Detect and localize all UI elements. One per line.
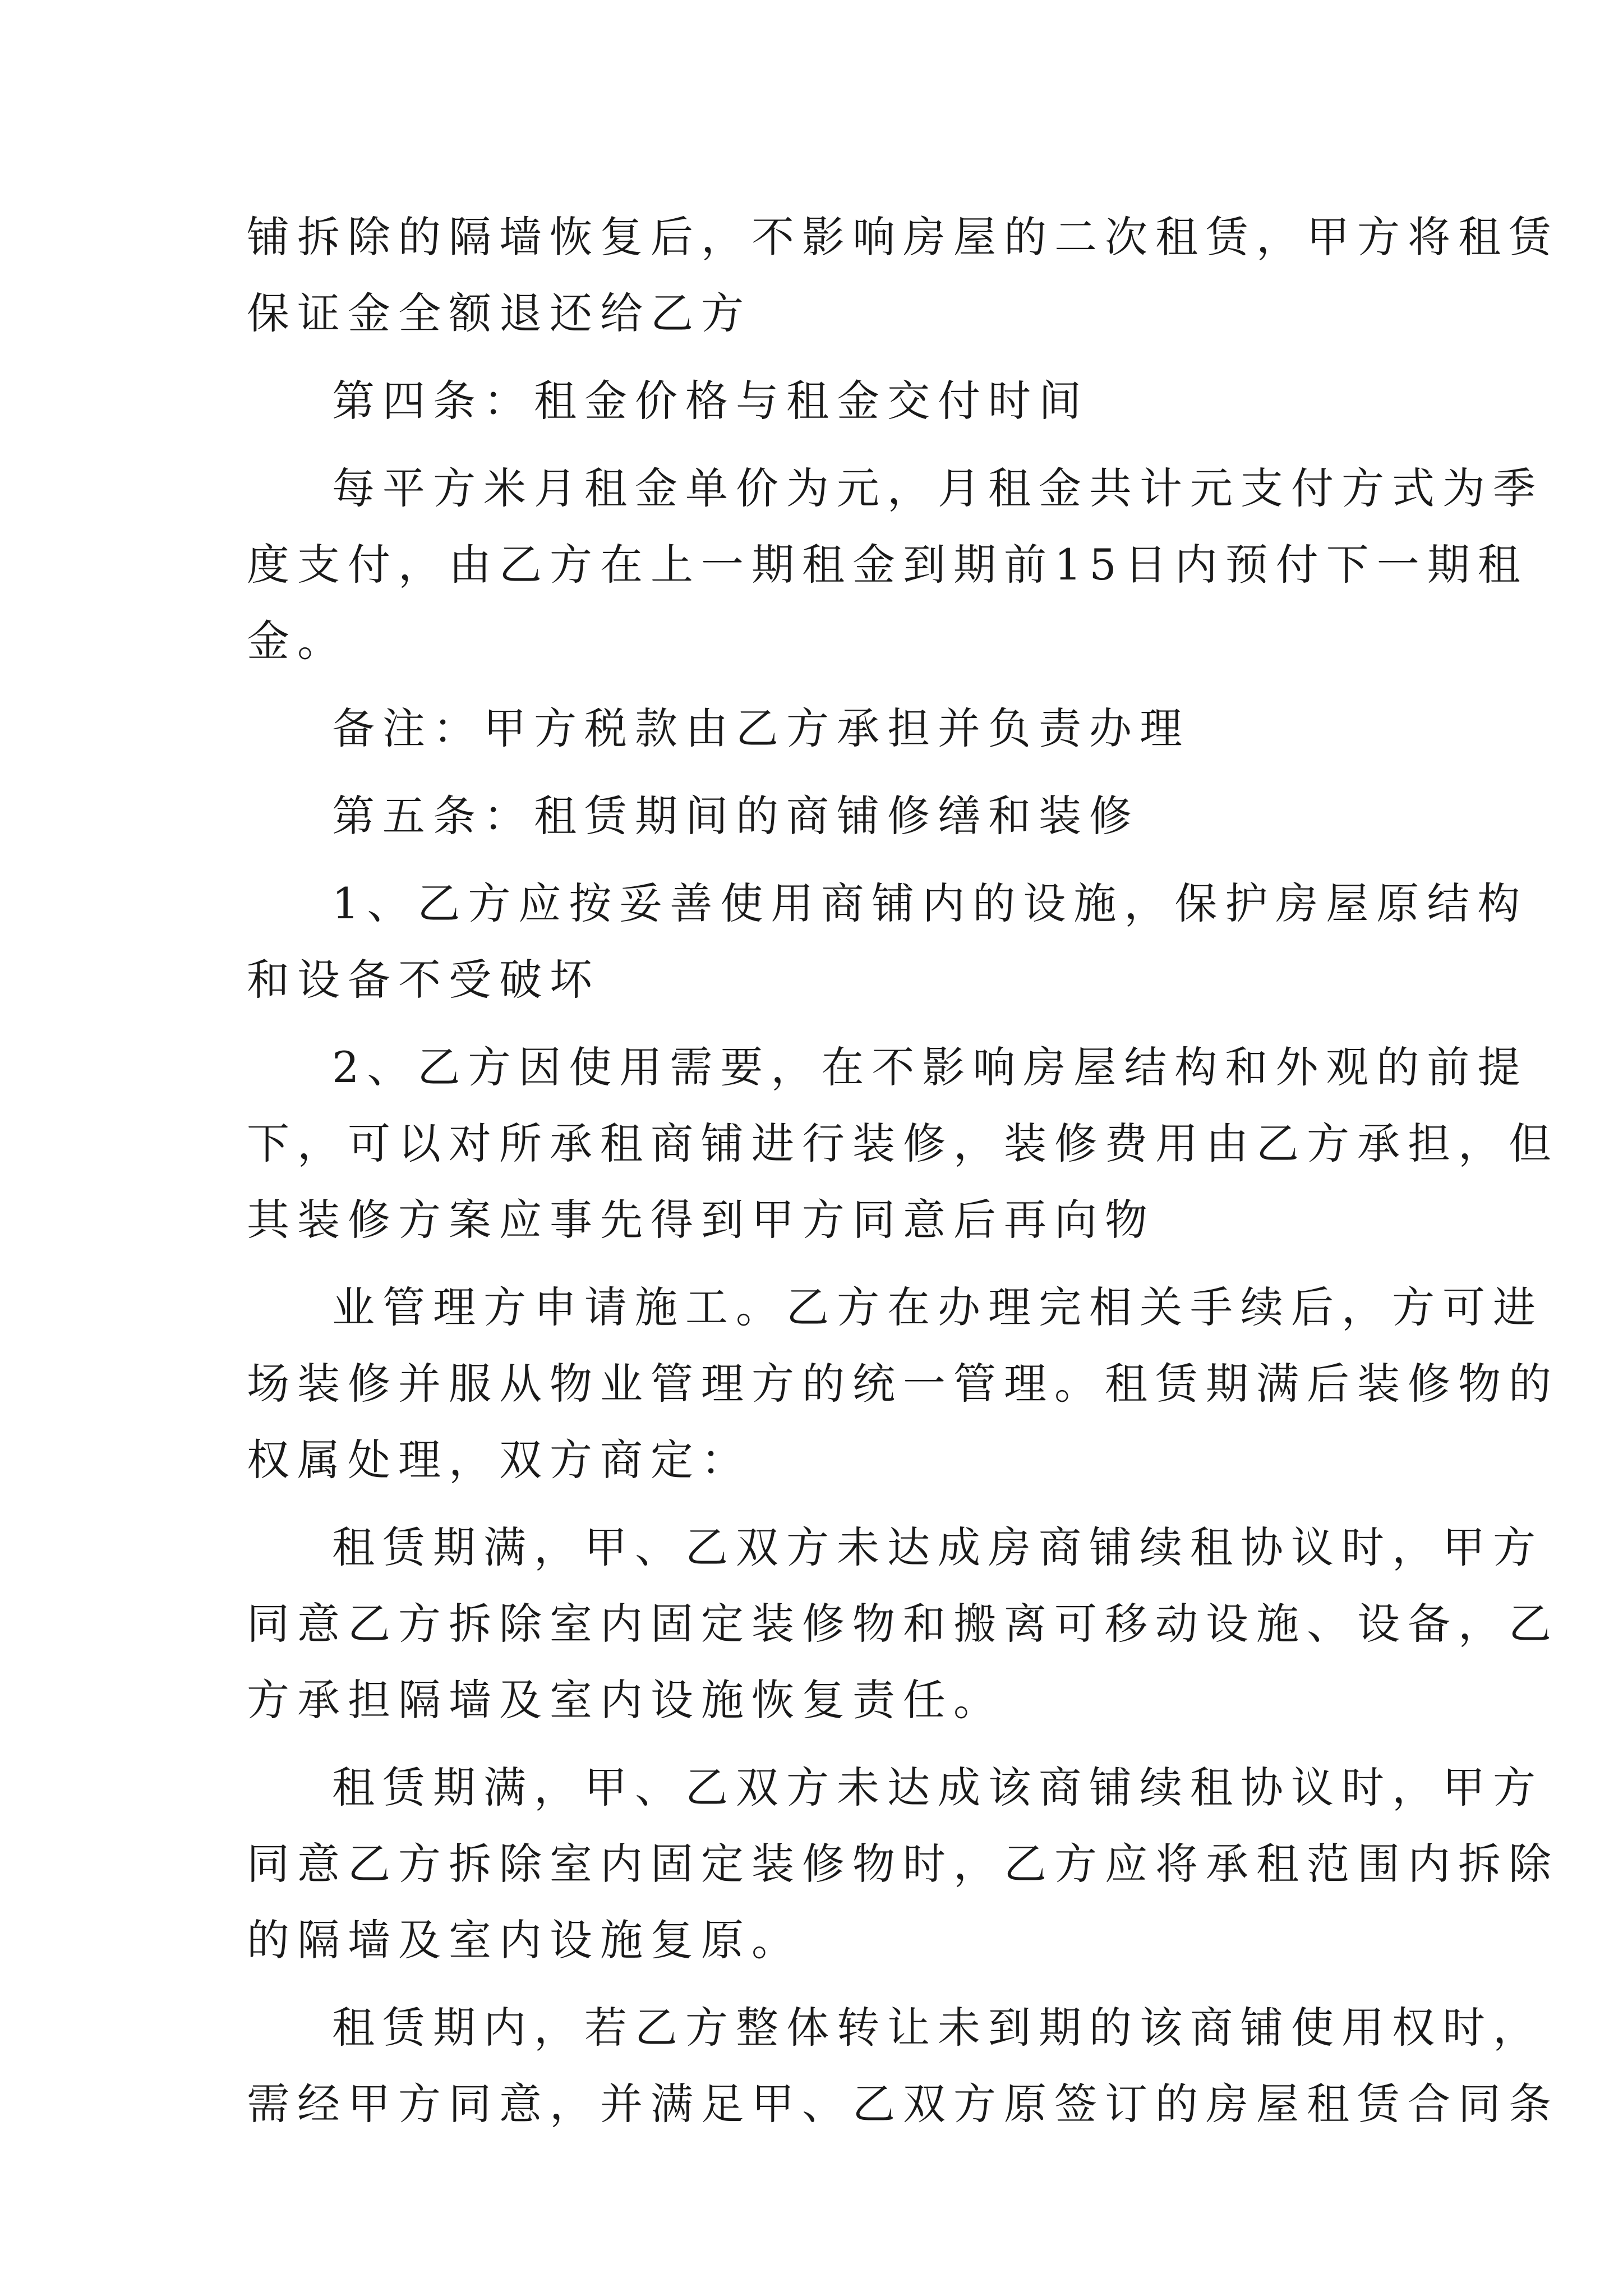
text-line: 铺拆除的隔墙恢复后，不影响房屋的二次租赁，甲方将租赁 xyxy=(247,212,1559,262)
text-line: 每平方米月租金单价为元，月租金共计元支付方式为季 xyxy=(332,463,1543,513)
text-line: 其装修方案应事先得到甲方同意后再向物 xyxy=(247,1195,1155,1245)
text-line: 方承担隔墙及室内设施恢复责任。 xyxy=(247,1675,1004,1725)
text-line: 租赁期内，若乙方整体转让未到期的该商铺使用权时， xyxy=(332,2003,1543,2053)
text-line: 和设备不受破坏 xyxy=(247,955,600,1005)
text-line: 度支付，由乙方在上一期租金到期前15日内预付下一期租 xyxy=(247,540,1528,590)
text-line: 同意乙方拆除室内固定装修物和搬离可移动设施、设备，乙 xyxy=(247,1599,1559,1649)
section-heading-4: 第四条：租金价格与租金交付时间 xyxy=(332,376,1089,426)
section-heading-5: 第五条：租赁期间的商铺修缮和装修 xyxy=(332,791,1140,841)
text-line: 保证金全额退还给乙方 xyxy=(247,288,751,338)
text-line: 权属处理，双方商定： xyxy=(247,1435,751,1485)
text-line: 的隔墙及室内设施复原。 xyxy=(247,1915,802,1965)
text-line: 下，可以对所承租商铺进行装修，装修费用由乙方承担，但 xyxy=(247,1119,1559,1168)
text-line: 场装修并服从物业管理方的统一管理。租赁期满后装修物的 xyxy=(247,1359,1559,1409)
text-line: 1、乙方应按妥善使用商铺内的设施，保护房屋原结构 xyxy=(332,878,1528,928)
text-line: 业管理方申请施工。乙方在办理完相关手续后，方可进 xyxy=(332,1282,1543,1332)
text-line: 金。 xyxy=(247,616,348,666)
contract-text xyxy=(247,199,1559,2142)
text-line: 同意乙方拆除室内固定装修物时，乙方应将承租范围内拆除 xyxy=(247,1839,1559,1889)
text-line: 需经甲方同意，并满足甲、乙双方原签订的房屋租赁合同条 xyxy=(247,2079,1559,2129)
note-line: 备注：甲方税款由乙方承担并负责办理 xyxy=(332,703,1190,753)
text-line: 租赁期满，甲、乙双方未达成该商铺续租协议时，甲方 xyxy=(332,1763,1543,1812)
text-line: 2、乙方因使用需要，在不影响房屋结构和外观的前提 xyxy=(332,1042,1528,1092)
text-line: 租赁期满，甲、乙双方未达成房商铺续租协议时，甲方 xyxy=(332,1522,1543,1572)
